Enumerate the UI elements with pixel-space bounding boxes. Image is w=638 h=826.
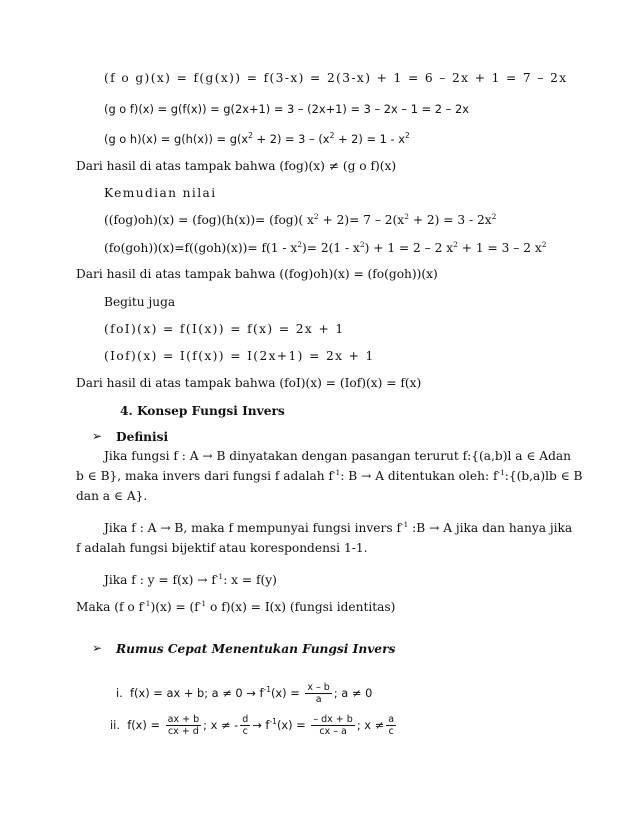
formula-linear: i. f(x) = ax + b; $a \ne 0 \to f^{-1}(x)$ = $\frac{x - b}{a}$ ; a ≠ 0 xyxy=(116,682,373,705)
bijektif-line2: f adalah fungsi bijektif atau korespondensi 1-1. xyxy=(76,541,368,555)
line-fog-oh: ((fog)oh)(x) = (fog)(h(x))= (fog)( $x^2 + 2)= 7 - 2(x^2 + 2) = 3 - 2x^2$ xyxy=(104,211,497,227)
fraction-neg-dx-b-over-cx-a: $\frac{- dx + b}{cx - a}$ xyxy=(313,714,353,737)
rumus-heading: Rumus Cepat Menentukan Fungsi Invers xyxy=(116,642,396,656)
conclusion-3: Dari hasil di atas tampak bahwa (foI)(x) = (Iof)(x) = f(x) xyxy=(76,376,422,390)
fraction-ax-b-over-cx-d: $\frac{ax + b}{cx + d}$ xyxy=(167,714,200,737)
line-gof: (g o f)(x) = g(f(x)) = g(2x+1) = 3 – (2x+1) = 3 – 2x – 1 = 2 – 2x xyxy=(104,102,469,116)
conclusion-1: Dari hasil di atas tampak bahwa (fog)(x) ≠ (g o f)(x) xyxy=(76,159,397,173)
def-para-line1: Jika fungsi f : A → B dinyatakan dengan pasangan terurut f:{(a,b)l a ∈ Adan xyxy=(104,449,572,463)
line-fog: (f o g)(x) = f(g(x)) = f(3-x) = 2(3-x) + 1 = 6 – 2x + 1 = 7 – 2x xyxy=(104,71,568,85)
line-fo-goh: $(fo(goh))(x)=f((goh)(x))= f(1 - x^2)= 2(1 - x^2) + 1 = 2 - 2$ $x^2 + 1 = 3 - 2$ $x^2$ xyxy=(104,239,547,255)
invers-map-line: Jika f : $y = f(x) \to f^{-1}$: x = f(y) xyxy=(104,571,277,587)
line-goh: (g o $h)(x) = g(h(x)) = g(x^2 + 2) = 3 - (x^2 + 2) = 1 - x^2$ xyxy=(104,131,410,146)
fraction-d-over-c: $\frac{d}{c}$ xyxy=(242,714,249,737)
fraction-a-over-c: $\frac{a}{c}$ xyxy=(388,714,395,737)
line-foi: (foI)(x) = f(I(x)) = f(x) = 2x + 1 xyxy=(104,322,345,336)
bijektif-line1: Jika f : A → B, maka f mempunyai fungsi invers $f^{-1}$ :B → A jika dan hanya jika xyxy=(104,519,573,535)
line-kemudian: Kemudian nilai xyxy=(104,186,217,200)
bullet-arrow-icon: ➢ xyxy=(92,641,103,655)
line-begitu: Begitu juga xyxy=(104,295,176,309)
bullet-arrow-icon: ➢ xyxy=(92,429,103,443)
fraction-x-minus-b-over-a: $\frac{x - b}{a}$ xyxy=(307,682,330,705)
formula-rational: ii. f(x) = $\frac{ax + b}{cx + d}$ ; x ≠ - $\frac{d}{c}$ → $f^{-1}(x)$ = $\frac{- dx + b}{cx - a}$ ; x ≠ $\frac{a}{c}$ xyxy=(110,714,395,737)
conclusion-2: Dari hasil di atas tampak bahwa ((fog)oh)(x) = (fo(goh))(x) xyxy=(76,267,438,281)
def-para-line2: b ∈ B}, maka invers dari fungsi f adalah $f^{-1}$: B → A ditentukan oleh: $f^{-1}:\{(b,a)lb$ ∈ B xyxy=(76,467,583,483)
identity-line: Maka (f o $f^{-1})(x) = (f^{-1}$ o f)(x) = I(x) (fungsi identitas) xyxy=(76,598,396,614)
definisi-heading: Definisi xyxy=(116,430,169,444)
def-para-line3: dan a ∈ A}. xyxy=(76,489,148,503)
section-heading: 4. Konsep Fungsi Invers xyxy=(120,404,285,418)
line-iof: (Iof)(x) = I(f(x)) = I(2x+1) = 2x + 1 xyxy=(104,349,375,363)
